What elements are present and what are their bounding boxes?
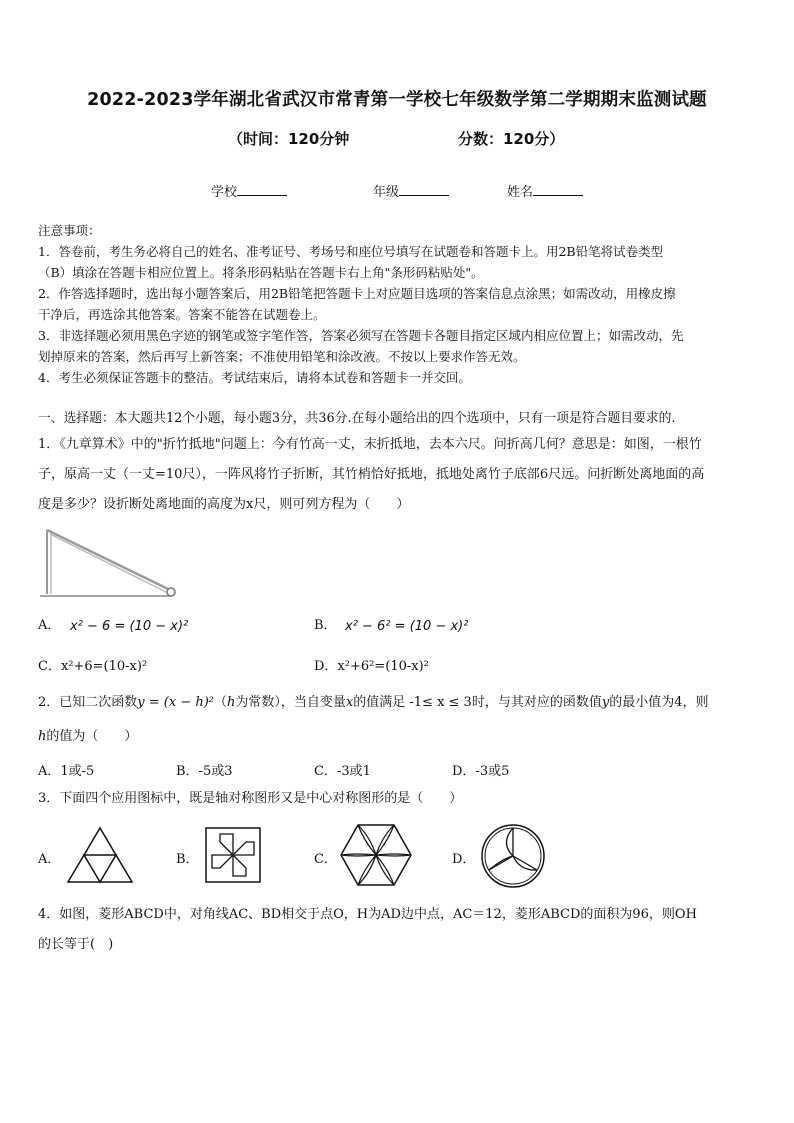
q1-line: 1．《九章算术》中的"折竹抵地"问题上：今有竹高一丈，末折抵地，去本六尺。问折高几何？意思是：如图，一根竹	[38, 437, 702, 452]
triangle-icon	[66, 826, 134, 884]
q2-option-b: B．-5或3	[176, 764, 233, 779]
name-label: 姓名	[507, 185, 534, 200]
q1-option-a: A．	[38, 618, 61, 633]
grade-blank	[399, 183, 449, 196]
q2-formula: y = (x − h)²	[137, 695, 214, 710]
circle-three-arcs-icon	[480, 823, 546, 889]
pinwheel-square-icon	[204, 826, 262, 884]
q4-line: 4．如图，菱形ABCD中，对角线AC、BD相交于点O，H为AD边中点，AC＝12，菱形ABCD的面积为96，则OH	[38, 907, 697, 922]
exam-score: 分数：120分）	[458, 130, 565, 148]
q3-option-c-label: C．	[314, 852, 337, 867]
notes-heading: 注意事项：	[38, 223, 101, 238]
notes-line: 干净后，再选涂其他答案。答案不能答在试题卷上。	[38, 307, 326, 322]
question-3: 3．下面四个应用图标中，既是轴对称图形又是中心对称图形的是（ ）	[38, 791, 463, 806]
school-label: 学校	[211, 185, 238, 200]
question-2: 2．已知二次函数y = (x − h)²（h为常数），当自变量x的值满足 -1≤ x ≤ 3时，与其对应的函数值y的最小值为4，则	[38, 695, 709, 710]
q1-option-c: C．x²+6=(10-x)²	[38, 659, 148, 674]
page-title: 2022-2023学年湖北省武汉市常青第一学校七年级数学第二学期期末监测试题	[87, 90, 707, 110]
question-4	[38, 900, 760, 960]
q1-option-b-eq: x² − 6² = (10 − x)²	[345, 619, 469, 634]
name-field	[507, 181, 583, 200]
school-field	[211, 181, 287, 200]
name-blank	[533, 183, 583, 196]
q1-option-d: D．x²+6²=(10-x)²	[314, 659, 429, 674]
q2-option-c: C．-3或1	[314, 764, 371, 779]
q1-option-b: B．	[314, 618, 337, 633]
grade-label: 年级	[373, 185, 400, 200]
notes-line: （B）填涂在答题卡相应位置上。将条形码粘贴在答题卡右上角"条形码粘贴处"。	[38, 265, 484, 280]
hexagon-flower-icon	[340, 823, 412, 887]
question-1	[38, 430, 760, 520]
school-blank	[237, 183, 287, 196]
notes-line: 4．考生必须保证答题卡的整洁。考试结束后，请将本试卷和答题卡一并交回。	[38, 370, 471, 385]
notes-line: 2．作答选择题时，选出每小题答案后，用2B铅笔把答题卡上对应题目选项的答案信息点涂黑；如需改动，用橡皮擦	[38, 286, 676, 301]
q3-option-a-label: A．	[38, 852, 61, 867]
q1-option-a-eq: x² − 6 = (10 − x)²	[70, 619, 189, 634]
q3-option-b-label: B．	[176, 852, 199, 867]
grade-field	[373, 181, 449, 200]
exam-time: （时间：120分钟	[228, 130, 350, 148]
q1-line: 子，原高一丈（一丈=10尺），一阵风将竹子折断，其竹梢恰好抵地，抵地处离竹子底部6尺远。问折断处离地面的高	[38, 467, 705, 482]
section-heading: 一、选择题：本大题共12个小题，每小题3分，共36分.在每小题给出的四个选项中，只有一项是符合题目要求的.	[38, 411, 676, 426]
notes-line: 1．答卷前，考生务必将自己的姓名、准考证号、考场号和座位号填写在试题卷和答题卡上。用2B铅笔将试卷类型	[38, 244, 664, 259]
q2-option-a: A．1或-5	[38, 764, 95, 779]
question-2-line2: h的值为（ ）	[38, 729, 138, 744]
bamboo-figure	[40, 526, 180, 602]
bamboo-tip	[167, 588, 175, 596]
q4-line: 的长等于( )	[38, 937, 114, 952]
notes-line: 划掉原来的答案，然后再写上新答案；不准使用铅笔和涂改液。不按以上要求作答无效。	[38, 349, 526, 364]
bamboo-broken-top	[47, 530, 170, 590]
notes-block	[38, 220, 762, 388]
q2-option-d: D．-3或5	[452, 764, 510, 779]
q3-option-d-label: D．	[452, 852, 476, 867]
notes-line: 3．非选择题必须用黑色字迹的钢笔或签字笔作答，答案必须写在答题卡各题目指定区域内相应位置上；如需改动，先	[38, 328, 684, 343]
q1-line: 度是多少？设折断处离地面的高度为x尺，则可列方程为（ ）	[38, 497, 410, 512]
